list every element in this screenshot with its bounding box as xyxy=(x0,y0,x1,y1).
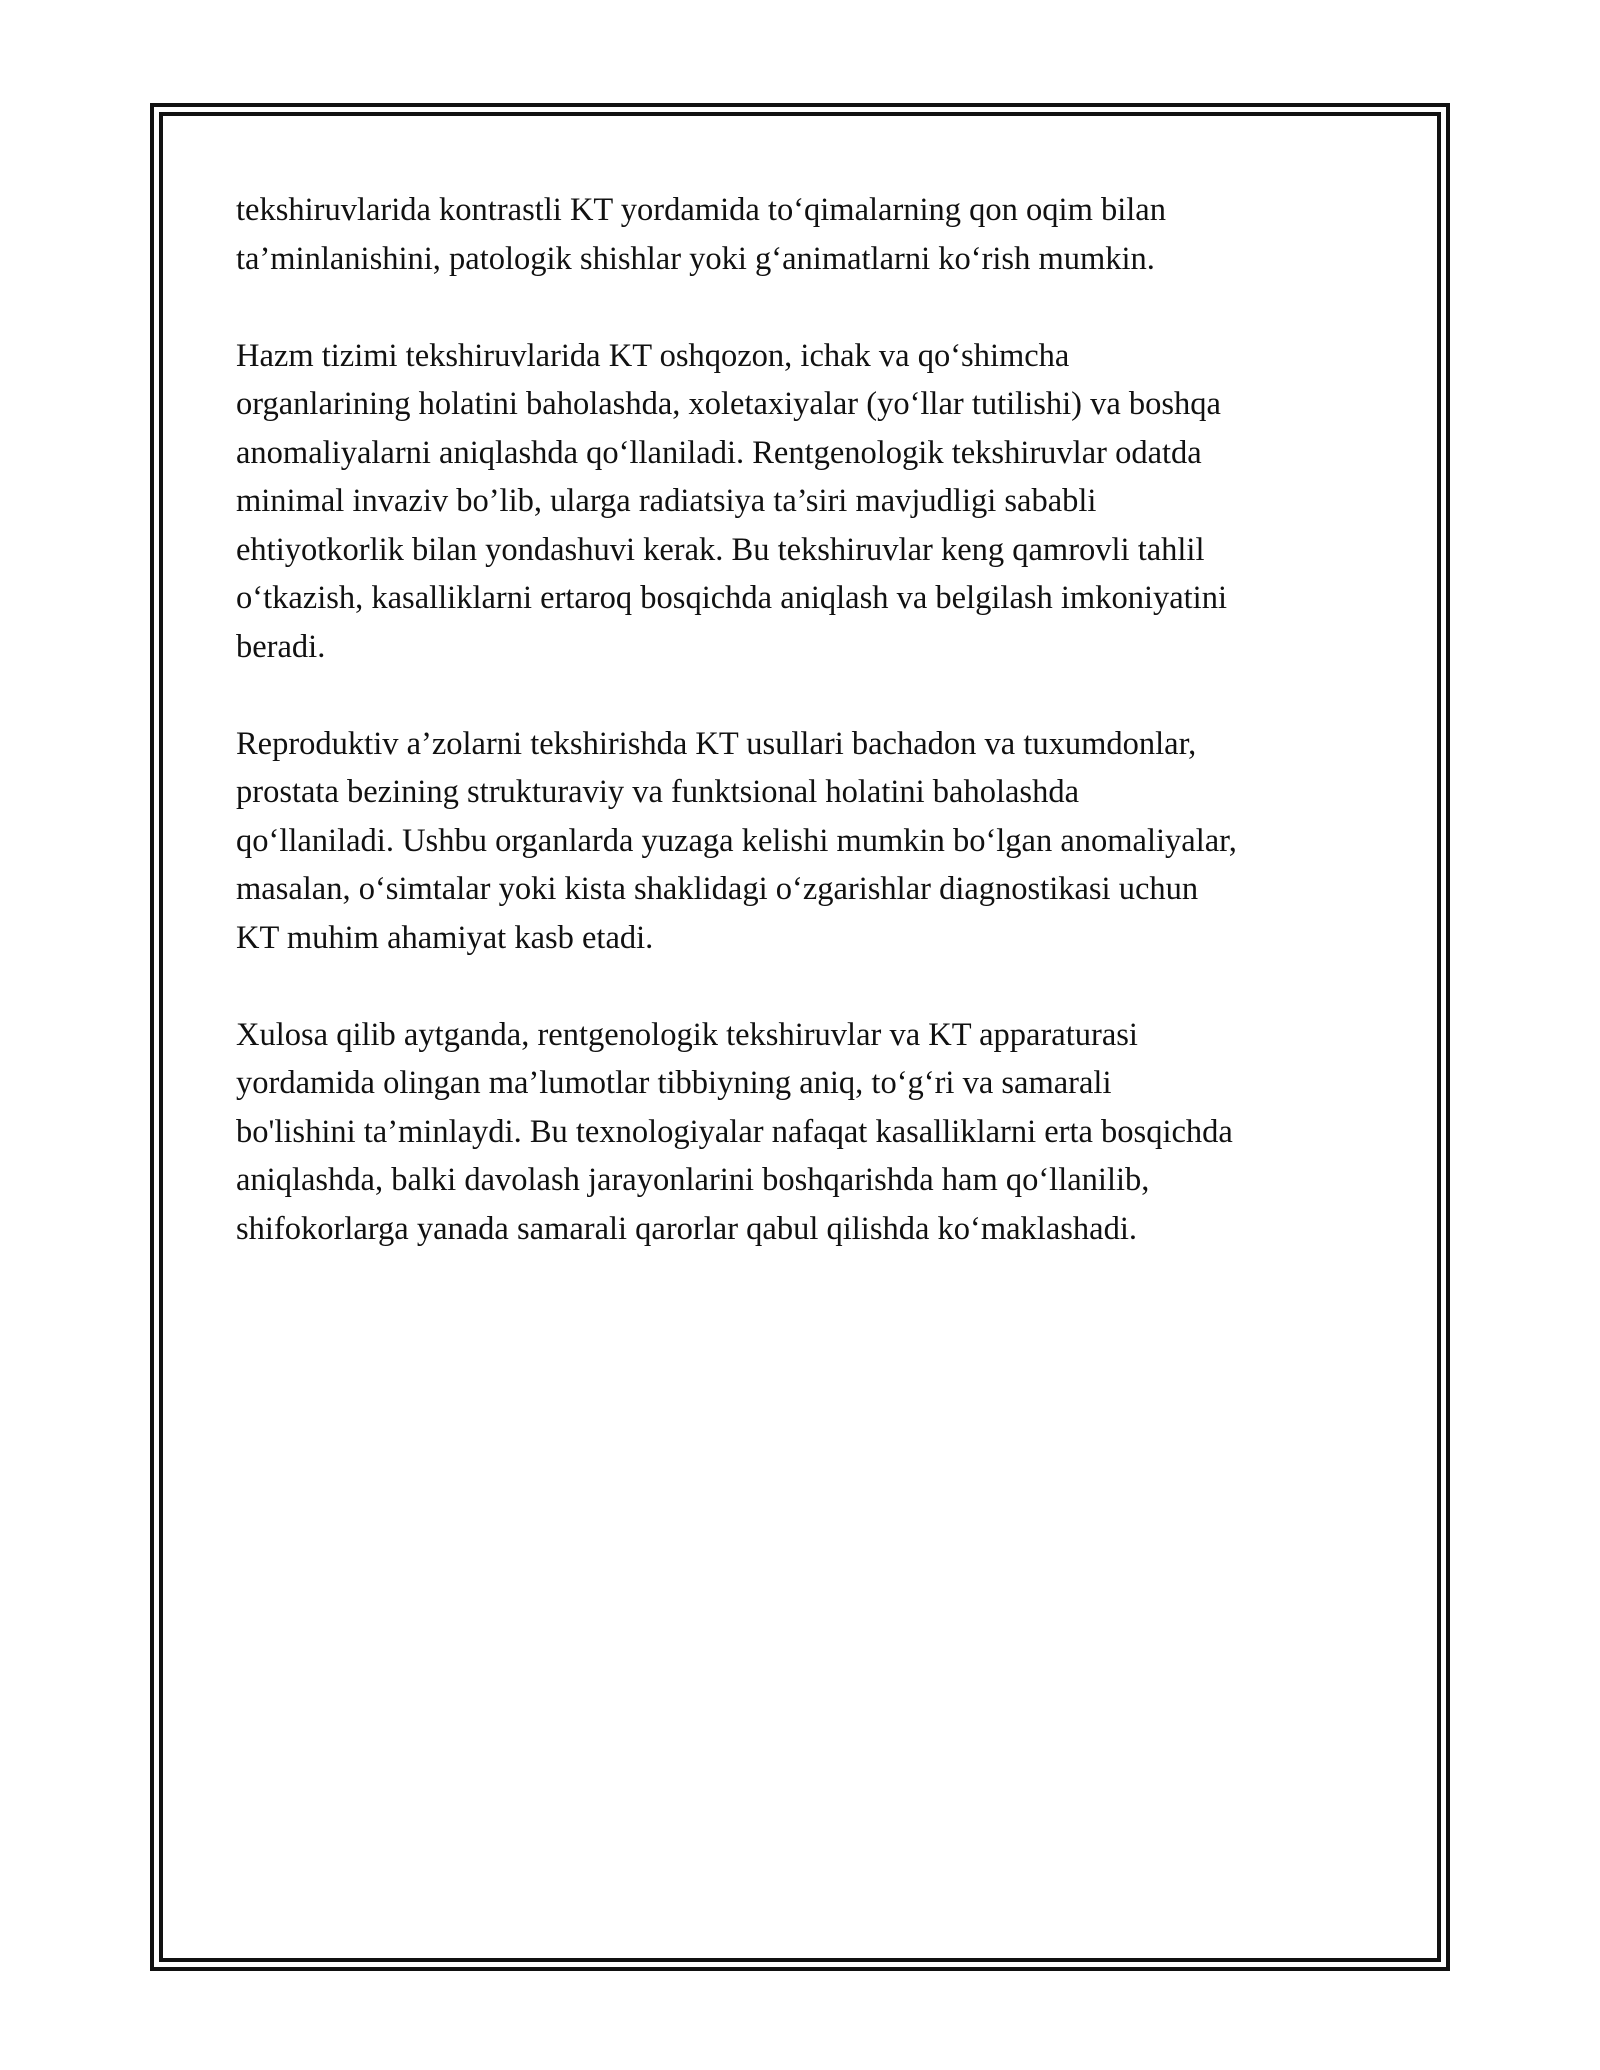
text-line: masalan, o‘simtalar yoki kista shaklidagi o‘zgarishlar diagnostikasi uchun xyxy=(236,871,1199,907)
text-line: ehtiyotkorlik bilan yondashuvi kerak. Bu tekshiruvlar keng qamrovli tahlil xyxy=(236,531,1205,568)
text-line: ta’minlanishini, patologik shishlar yoki g‘animatlarni ko‘rish mumkin. xyxy=(236,240,1155,277)
text-line: bo'lishini ta’minlaydi. Bu texnologiyalar nafaqat kasalliklarni erta bosqichda xyxy=(236,1113,1233,1150)
text-line: qo‘llaniladi. Ushbu organlarda yuzaga kelishi mumkin bo‘lgan anomaliyalar, xyxy=(236,822,1237,859)
text-line: beradi. xyxy=(236,628,326,665)
text-line: Xulosa qilib aytganda, rentgenologik tekshiruvlar va KT apparaturasi xyxy=(236,1016,1138,1053)
text-line: minimal invaziv bo’lib, ularga radiatsiya ta’siri mavjudligi sababli xyxy=(236,483,1097,519)
text-line: prostata bezining strukturaviy va funktsional holatini baholashda xyxy=(236,774,1080,810)
text-line: Hazm tizimi tekshiruvlarida KT oshqozon, ichak va qo‘shimcha xyxy=(236,337,1070,374)
text-line: shifokorlarga yanada samarali qarorlar qabul qilishda ko‘maklashadi. xyxy=(236,1210,1137,1247)
paragraph xyxy=(236,720,1386,963)
text-line: KT muhim ahamiyat kasb etadi. xyxy=(236,919,654,956)
text-line: o‘tkazish, kasalliklarni ertaroq bosqichda aniqlash va belgilash imkoniyatini xyxy=(236,580,1227,616)
paragraph xyxy=(236,186,1386,283)
text-line: Reproduktiv a’zolarni tekshirishda KT usullari bachadon va tuxumdonlar, xyxy=(236,725,1197,762)
document-body xyxy=(236,186,1386,1302)
text-line: aniqlashda, balki davolash jarayonlarini boshqarishda ham qo‘llanilib, xyxy=(236,1162,1150,1198)
paragraph xyxy=(236,332,1386,672)
text-line: anomaliyalarni aniqlashda qo‘llaniladi. Rentgenologik tekshiruvlar odatda xyxy=(236,434,1202,471)
text-line: yordamida olingan ma’lumotlar tibbiyning aniq, to‘g‘ri va samarali xyxy=(236,1065,1112,1101)
text-line: organlarining holatini baholashda, xoletaxiyalar (yo‘llar tutilishi) va boshqa xyxy=(236,386,1221,422)
paragraph xyxy=(236,1011,1386,1254)
text-line: tekshiruvlarida kontrastli KT yordamida to‘qimalarning qon oqim bilan xyxy=(236,192,1166,228)
